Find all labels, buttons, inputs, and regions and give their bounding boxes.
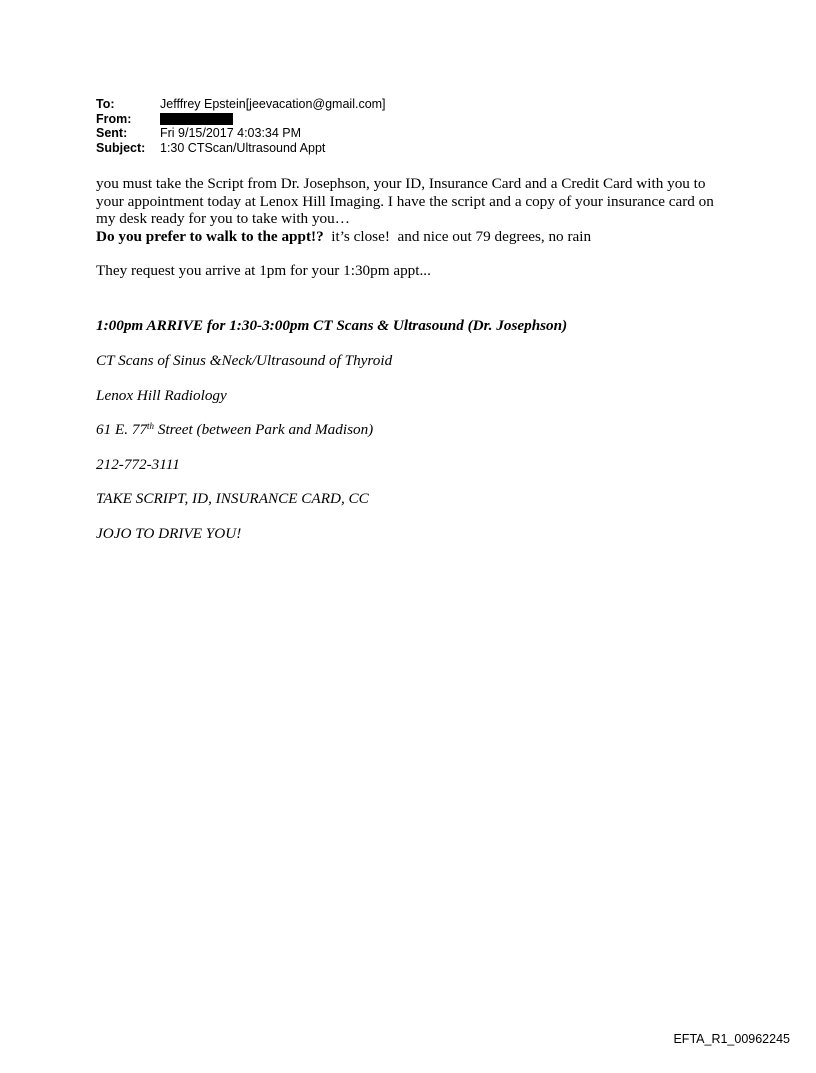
- from-row: [96, 112, 386, 127]
- email-header: [96, 97, 386, 155]
- from-label: From:: [96, 111, 132, 126]
- address-suffix: Street (between Park and Madison): [154, 421, 374, 439]
- document-id: EFTA_R1_00962245: [673, 1032, 790, 1046]
- question-line: [96, 228, 736, 246]
- scans-line: CT Scans of Sinus &Neck/Ultrasound of Thyroid: [96, 352, 393, 369]
- body-paragraph: you must take the Script from Dr. Josephson, your ID, Insurance Card and a Credit Card with you to your appointment today at Lenox Hill Imaging. I have the script and a copy of your insurance card on my desk ready for you to take with you…: [96, 175, 714, 227]
- redaction-box: [160, 113, 233, 125]
- email-body: [96, 175, 736, 280]
- sent-value: Fri 9/15/2017 4:03:34 PM: [160, 126, 302, 140]
- address-sup: th: [147, 421, 155, 432]
- phone-line: 212-772-3111: [96, 455, 180, 473]
- subject-value: 1:30 CTScan/Ultrasound Appt: [160, 140, 326, 155]
- address-line: [96, 421, 392, 456]
- sent-row: [96, 126, 386, 141]
- arrival-line: 1:00pm ARRIVE for 1:30-3:00pm CT Scans & Ultrasound (Dr. Josephson): [96, 317, 568, 334]
- subject-row: [96, 141, 386, 156]
- to-value: Jefffrey Epstein[jeevacation@gmail.com]: [160, 97, 386, 111]
- to-label: To:: [96, 97, 115, 111]
- place-line: Lenox Hill Radiology: [96, 386, 227, 404]
- to-row: [96, 97, 386, 112]
- address-prefix: 61 E. 77: [96, 421, 148, 439]
- driver-line: JOJO TO DRIVE YOU!: [96, 524, 242, 542]
- request-line: They request you arrive at 1pm for your 1:30pm appt...: [96, 262, 431, 279]
- take-line: TAKE SCRIPT, ID, INSURANCE CARD, CC: [96, 490, 369, 508]
- question-rest: it’s close! and nice out 79 degrees, no rain: [323, 227, 592, 245]
- appointment-details: [96, 352, 392, 560]
- subject-label: Subject:: [96, 140, 146, 155]
- question-bold: Do you prefer to walk to the appt!?: [96, 227, 324, 245]
- sent-label: Sent:: [96, 126, 128, 140]
